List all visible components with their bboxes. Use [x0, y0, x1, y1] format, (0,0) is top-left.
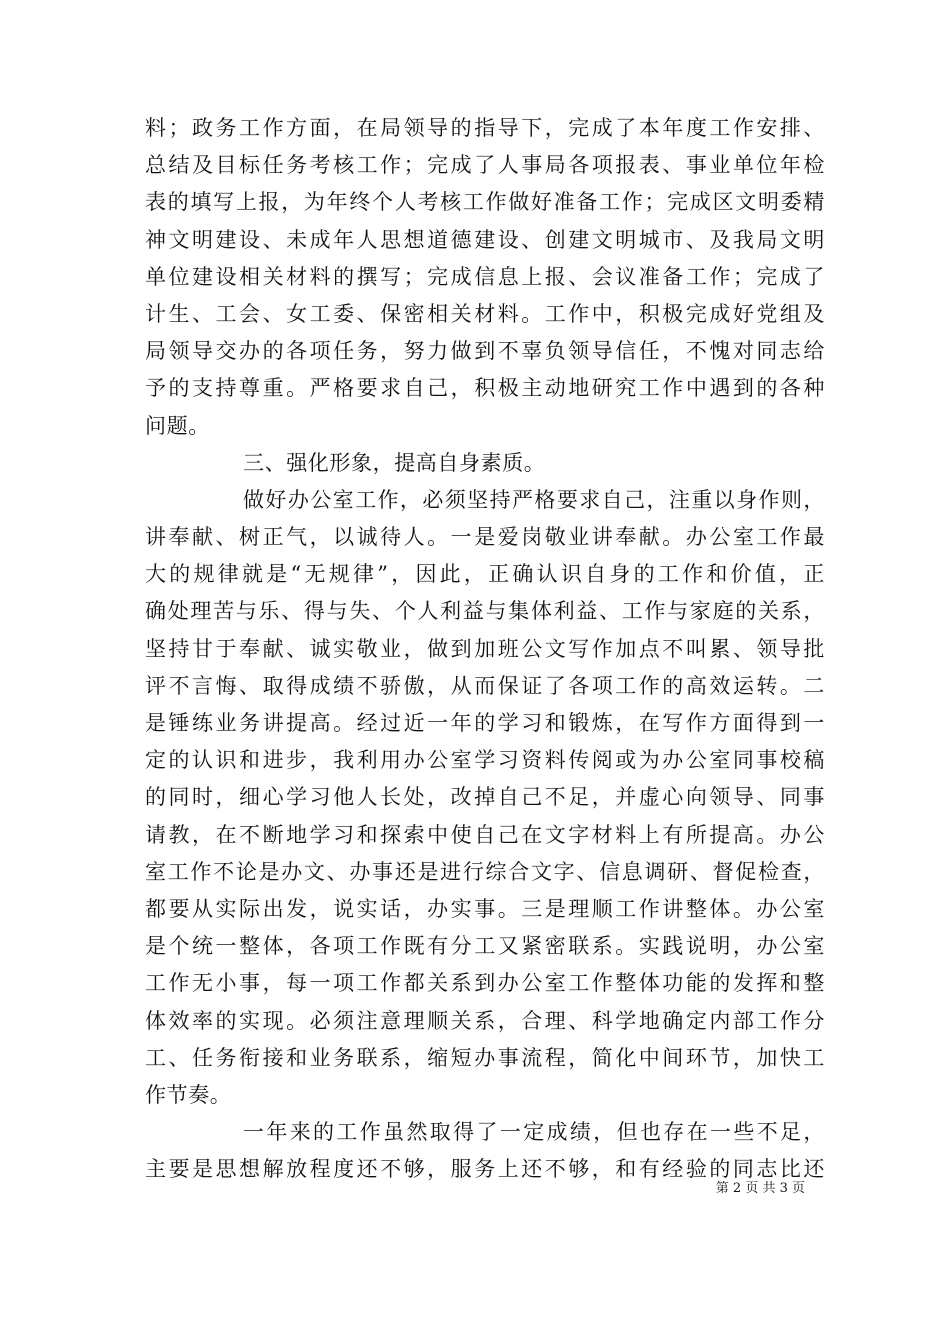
text-line: 做好办公室工作，必须坚持严格要求自己，注重以身作则，	[243, 487, 825, 512]
text-line: 室工作不论是办文、办事还是进行综合文字、信息调研、督促检查，	[145, 859, 825, 884]
body-text	[145, 110, 825, 1188]
text-line: 确处理苦与乐、得与失、个人利益与集体利益、工作与家庭的关系，	[145, 599, 825, 624]
text-line: 计生、工会、女工委、保密相关材料。工作中，积极完成好党组及	[145, 301, 825, 326]
text-line: 局领导交办的各项任务，努力做到不辜负领导信任，不愧对同志给	[145, 339, 825, 364]
text-line: 予的支持尊重。严格要求自己，积极主动地研究工作中遇到的各种	[145, 376, 825, 401]
text-line: 单位建设相关材料的撰写；完成信息上报、会议准备工作；完成了	[145, 264, 825, 289]
text-line: 作节奏。	[145, 1082, 232, 1107]
text-line: 都要从实际出发，说实话，办实事。三是理顺工作讲整体。办公室	[145, 896, 825, 921]
page-number-footer: 第 2 页 共 3 页	[715, 1181, 805, 1196]
text-line: 表的填写上报，为年终个人考核工作做好准备工作；完成区文明委精	[145, 190, 825, 215]
text-line: 总结及目标任务考核工作；完成了人事局各项报表、事业单位年检	[145, 153, 825, 178]
text-line: 料；政务工作方面，在局领导的指导下，完成了本年度工作安排、	[145, 116, 825, 140]
text-line: 大的规律就是“无规律”，因此，正确认识自身的工作和价值，正	[145, 562, 825, 587]
text-line: 问题。	[145, 413, 210, 438]
text-line: 的同时，细心学习他人长处，改掉自己不足，并虚心向领导、同事	[145, 785, 825, 810]
text-line: 体效率的实现。必须注意理顺关系，合理、科学地确定内部工作分	[145, 1008, 825, 1033]
text-line: 是锤练业务讲提高。经过近一年的学习和锻炼，在写作方面得到一	[145, 711, 825, 735]
text-line: 神文明建设、未成年人思想道德建设、创建文明城市、及我局文明	[145, 227, 825, 252]
text-line: 定的认识和进步，我利用办公室学习资料传阅或为办公室同事校稿	[145, 748, 825, 773]
text-line: 请教，在不断地学习和探索中使自己在文字材料上有所提高。办公	[145, 822, 825, 847]
text-line: 讲奉献、树正气，以诚待人。一是爱岗敬业讲奉献。办公室工作最	[145, 525, 825, 550]
text-line: 评不言悔、取得成绩不骄傲，从而保证了各项工作的高效运转。二	[145, 673, 825, 698]
text-line: 一年来的工作虽然取得了一定成绩，但也存在一些不足，	[243, 1120, 825, 1145]
text-line: 主要是思想解放程度还不够，服务上还不够，和有经验的同志比还	[145, 1157, 825, 1182]
text-line: 是个统一整体，各项工作既有分工又紧密联系。实践说明，办公室	[145, 934, 825, 959]
text-line: 工作无小事，每一项工作都关系到办公室工作整体功能的发挥和整	[145, 971, 825, 996]
section-heading: 三、强化形象，提高自身素质。	[243, 450, 546, 475]
text-line: 工、任务衔接和业务联系，缩短办事流程，简化中间环节，加快工	[145, 1045, 825, 1070]
text-line: 坚持甘于奉献、诚实敬业，做到加班公文写作加点不叫累、领导批	[145, 636, 825, 661]
